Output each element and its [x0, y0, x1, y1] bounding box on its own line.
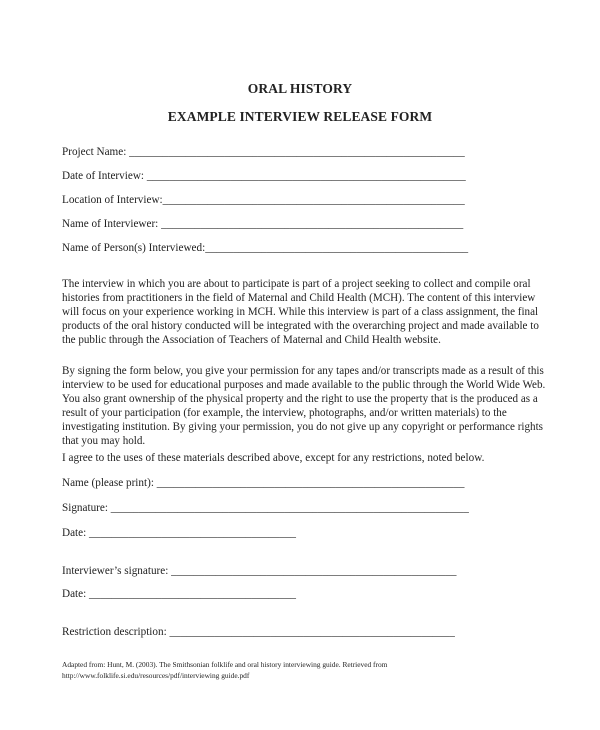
- field-restriction-description[interactable]: [62, 626, 455, 639]
- field-blank-line[interactable]: ____________________________________________________________: [126, 146, 465, 158]
- agreement-statement: I agree to the uses of these materials described above, except for any restrictions, noted below.: [62, 452, 485, 464]
- citation-line: Adapted from: Hunt, M. (2003). The Smithsonian folklife and oral history interviewing guide. Retrieved from: [62, 660, 388, 669]
- field-date-of-interview[interactable]: [62, 170, 466, 183]
- field-label: Date of Interview:: [62, 170, 145, 182]
- document-title: ORAL HISTORY: [247, 81, 353, 96]
- field-blank-line[interactable]: _____________________________________: [86, 588, 296, 600]
- citation-url: http://www.folklife.si.edu/resources/pdf/interviewing guide.pdf: [62, 671, 250, 680]
- field-blank-line[interactable]: _____________________________________: [86, 527, 296, 539]
- field-project-name[interactable]: [62, 146, 465, 159]
- field-signature[interactable]: [62, 502, 469, 515]
- field-label: Project Name:: [62, 146, 127, 158]
- field-blank-line[interactable]: _______________________________________________________: [153, 477, 465, 489]
- field-label: Date:: [62, 527, 87, 539]
- field-label: Restriction description:: [62, 626, 167, 638]
- source-citation: [62, 659, 562, 681]
- permission-paragraph: By signing the form below, you give your permission for any tapes and/or transcripts made as a result of this interview to be used for educational purposes and made available to the public through the World Wide Web. You also grant ownership of the physical property and the right to use the property that is the produced as a result of your participation (for example, the interview, photographs, and/or written materials) to the investigating institution. By giving your permission, you do not give up any copyright or performance rights that you may hold.: [62, 365, 546, 447]
- field-blank-line[interactable]: _________________________________________________________: [144, 170, 466, 182]
- field-label: Name (please print):: [62, 477, 154, 489]
- document-subtitle: EXAMPLE INTERVIEW RELEASE FORM: [167, 109, 433, 124]
- field-blank-line[interactable]: ________________________________________________________________: [108, 502, 469, 514]
- field-interviewer-date[interactable]: [62, 588, 296, 601]
- field-label: Name of Interviewer:: [62, 218, 159, 230]
- field-blank-line[interactable]: ___________________________________________________: [166, 626, 455, 638]
- field-blank-line[interactable]: ______________________________________________________: [162, 194, 465, 206]
- field-name-please-print[interactable]: [62, 477, 464, 490]
- field-blank-line[interactable]: _______________________________________________: [205, 242, 469, 254]
- field-label: Location of Interview:: [62, 194, 163, 206]
- field-blank-line[interactable]: ___________________________________________________: [168, 565, 457, 577]
- field-location-of-interview[interactable]: [62, 194, 465, 207]
- field-label: Date:: [62, 588, 87, 600]
- field-interviewer-signature[interactable]: [62, 565, 456, 578]
- field-label: Signature:: [62, 502, 108, 514]
- field-date[interactable]: [62, 527, 296, 540]
- field-label: Interviewer’s signature:: [62, 565, 169, 577]
- field-label: Name of Person(s) Interviewed:: [62, 242, 206, 254]
- field-blank-line[interactable]: ______________________________________________________: [158, 218, 464, 230]
- intro-paragraph: The interview in which you are about to participate is part of a project seeking to collect and compile oral histories from practitioners in the field of Maternal and Child Health (MCH). The content of this interview will focus on your experience working in MCH. While this interview is part of a class assignment, the final products of the oral history conducted will be integrated with the overarching project and made available to the public through the Association of Teachers of Maternal and Child Health website.: [62, 278, 539, 346]
- field-name-of-persons-interviewed[interactable]: [62, 242, 468, 255]
- field-name-of-interviewer[interactable]: [62, 218, 463, 231]
